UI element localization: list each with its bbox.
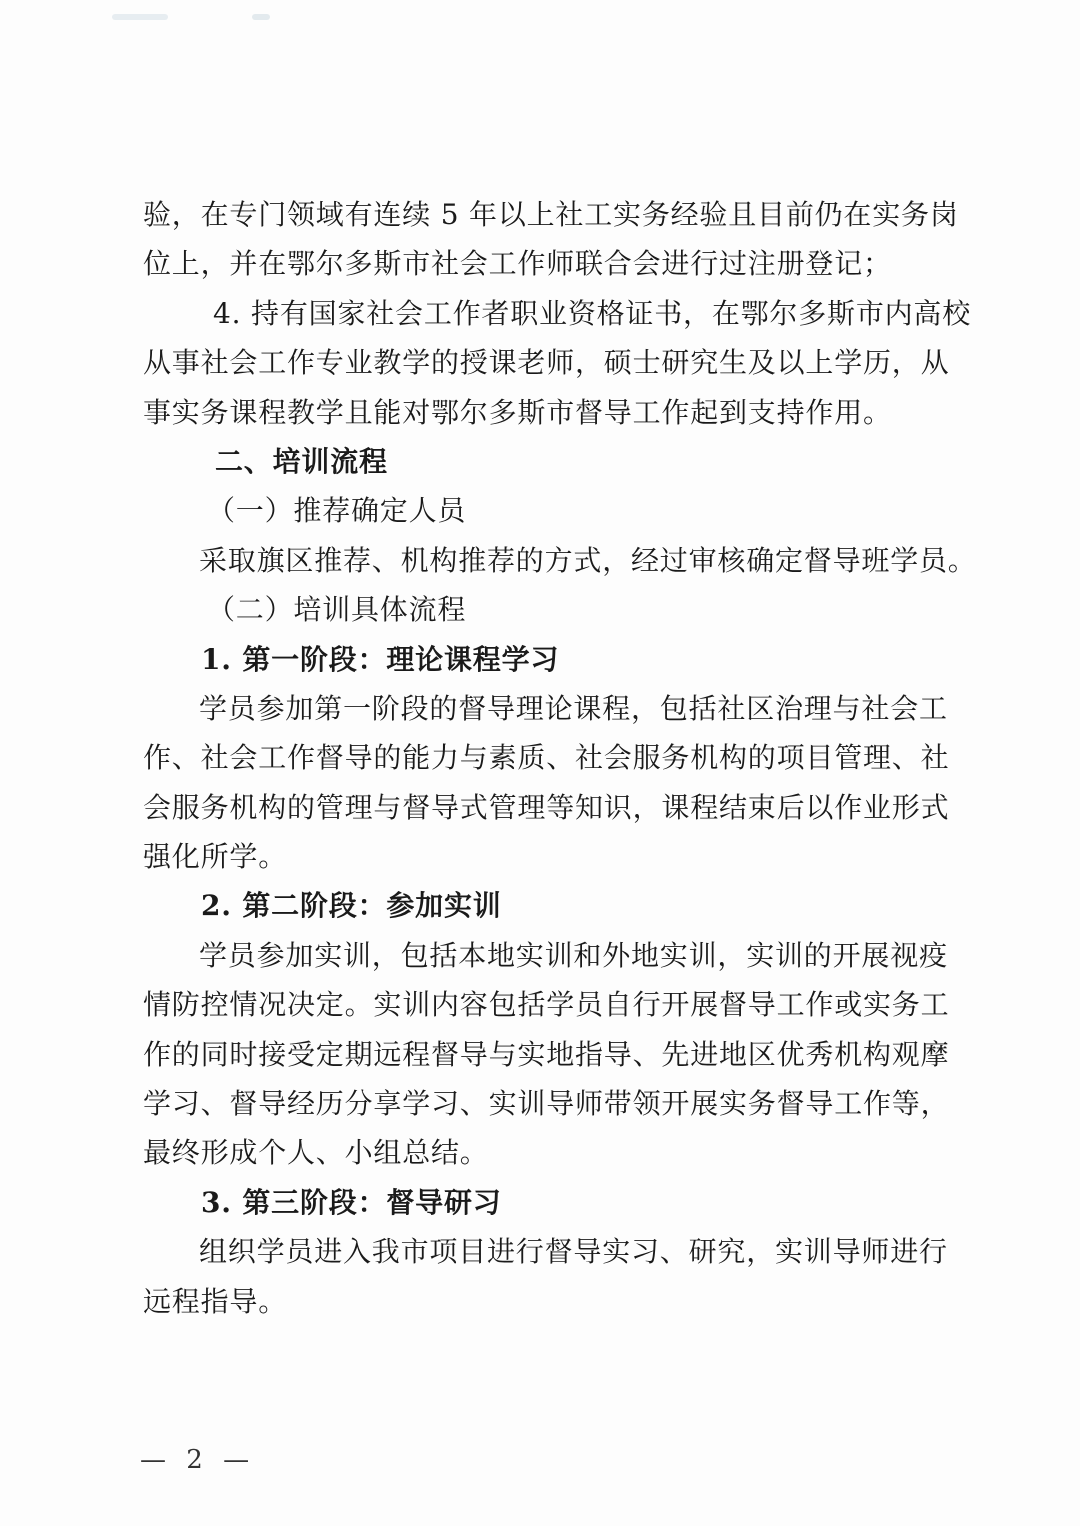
paragraph-line: 学员参加实训，包括本地实训和外地实训，实训的开展视疫 <box>199 938 948 972</box>
document-body <box>143 190 977 1326</box>
paragraph-line: 作、社会工作督导的能力与素质、社会服务机构的项目管理、社 <box>143 741 950 775</box>
stage-heading: 1. 第一阶段：理论课程学习 <box>201 642 560 676</box>
paragraph-line: 最终形成个人、小组总结。 <box>143 1136 489 1170</box>
subsection-heading: （一）推荐确定人员 <box>207 494 467 528</box>
paragraph-line: 4. 持有国家社会工作者职业资格证书，在鄂尔多斯市内高校 <box>213 296 972 330</box>
paragraph-line: 验，在专门领域有连续 5 年以上社工实务经验且目前仍在实务岗 <box>143 198 959 231</box>
paragraph-line: 情防控情况决定。实训内容包括学员自行开展督导工作或实务工 <box>143 988 950 1022</box>
section-heading: 二、培训流程 <box>215 444 388 478</box>
paragraph-line: 远程指导。 <box>143 1284 288 1318</box>
scan-artifact <box>252 14 270 20</box>
paragraph-line: 会服务机构的管理与督导式管理等知识，课程结束后以作业形式 <box>143 790 950 824</box>
scan-artifact <box>112 14 168 20</box>
paragraph-line: 学员参加第一阶段的督导理论课程，包括社区治理与社会工 <box>199 691 948 725</box>
paragraph-line: 组织学员进入我市项目进行督导实习、研究，实训导师进行 <box>199 1235 948 1269</box>
subsection-heading: （二）培训具体流程 <box>207 593 467 627</box>
paragraph-line: 采取旗区推荐、机构推荐的方式，经过审核确定督导班学员。 <box>199 543 977 577</box>
stage-heading: 3. 第三阶段：督导研习 <box>201 1185 502 1219</box>
paragraph-line: 事实务课程教学且能对鄂尔多斯市督导工作起到支持作用。 <box>143 395 892 429</box>
paragraph-line: 位上，并在鄂尔多斯市社会工作师联合会进行过注册登记； <box>143 247 892 281</box>
paragraph-line: 从事社会工作专业教学的授课老师，硕士研究生及以上学历，从 <box>143 346 950 380</box>
paragraph-line: 作的同时接受定期远程督导与实地指导、先进地区优秀机构观摩 <box>143 1037 950 1071</box>
page-number: — 2 — <box>140 1445 256 1475</box>
stage-heading: 2. 第二阶段：参加实训 <box>201 889 502 923</box>
paragraph-line: 强化所学。 <box>143 840 288 874</box>
paragraph-line: 学习、督导经历分享学习、实训导师带领开展实务督导工作等， <box>143 1087 950 1121</box>
